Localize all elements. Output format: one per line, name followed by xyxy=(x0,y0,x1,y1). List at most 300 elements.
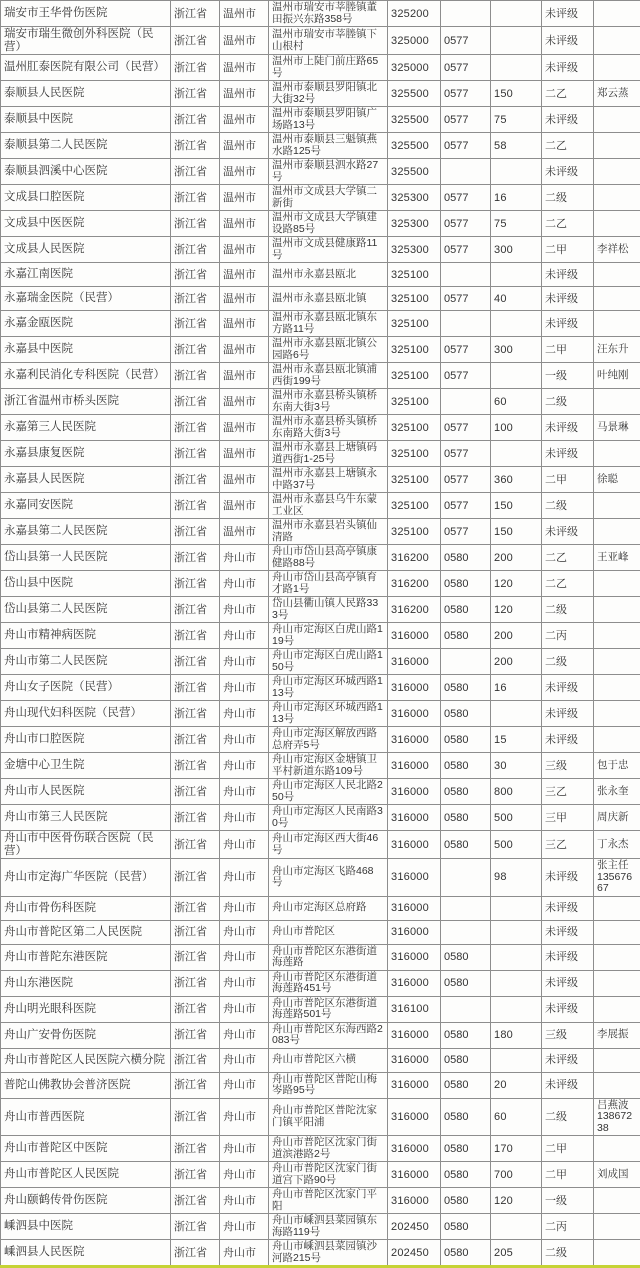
cell-province: 浙江省 xyxy=(171,1214,220,1240)
cell-area_code xyxy=(441,159,491,185)
cell-province: 浙江省 xyxy=(171,415,220,441)
cell-area_code: 0577 xyxy=(441,211,491,237)
cell-postcode: 316000 xyxy=(388,675,441,701)
cell-address: 温州市永嘉县瓯北 xyxy=(269,263,388,287)
cell-contact xyxy=(594,1,640,27)
table-row xyxy=(1,311,640,337)
cell-province: 浙江省 xyxy=(171,107,220,133)
cell-name: 永嘉金瓯医院 xyxy=(1,311,171,337)
cell-beds xyxy=(491,896,542,920)
cell-postcode: 325100 xyxy=(388,415,441,441)
cell-grade: 未评级 xyxy=(542,944,594,970)
cell-contact xyxy=(594,675,640,701)
cell-address: 温州市永嘉县桥头镇桥东南大街3号 xyxy=(269,389,388,415)
cell-area_code: 0577 xyxy=(441,185,491,211)
cell-province: 浙江省 xyxy=(171,363,220,389)
cell-name: 舟山市第三人民医院 xyxy=(1,805,171,831)
cell-province: 浙江省 xyxy=(171,185,220,211)
table-row xyxy=(1,675,640,701)
cell-postcode: 316000 xyxy=(388,1188,441,1214)
cell-address: 岱山县衢山镇人民路333号 xyxy=(269,597,388,623)
cell-grade: 未评级 xyxy=(542,896,594,920)
table-row xyxy=(1,1240,640,1267)
cell-address: 温州市永嘉县瓯北镇 xyxy=(269,287,388,311)
cell-contact xyxy=(594,185,640,211)
cell-postcode: 316000 xyxy=(388,1072,441,1098)
cell-contact xyxy=(594,441,640,467)
cell-grade: 未评级 xyxy=(542,675,594,701)
cell-city: 舟山市 xyxy=(220,944,269,970)
table-row xyxy=(1,996,640,1022)
cell-area_code: 0577 xyxy=(441,81,491,107)
cell-address: 舟山市普陀区沈家门平阳 xyxy=(269,1188,388,1214)
cell-address: 舟山市定海区环城西路113号 xyxy=(269,701,388,727)
cell-beds: 700 xyxy=(491,1162,542,1188)
cell-city: 温州市 xyxy=(220,337,269,363)
cell-area_code: 0580 xyxy=(441,1098,491,1136)
cell-province: 浙江省 xyxy=(171,779,220,805)
cell-contact: 李祥松 xyxy=(594,237,640,263)
cell-province: 浙江省 xyxy=(171,337,220,363)
cell-contact xyxy=(594,571,640,597)
cell-beds xyxy=(491,363,542,389)
cell-area_code: 0580 xyxy=(441,779,491,805)
cell-area_code xyxy=(441,859,491,897)
cell-city: 舟山市 xyxy=(220,805,269,831)
cell-name: 嵊泗县中医院 xyxy=(1,1214,171,1240)
cell-postcode: 325100 xyxy=(388,493,441,519)
cell-name: 舟山市普陀区第二人民医院 xyxy=(1,920,171,944)
cell-area_code: 0577 xyxy=(441,107,491,133)
cell-grade: 未评级 xyxy=(542,859,594,897)
cell-contact xyxy=(594,727,640,753)
cell-address: 温州市永嘉县瓯北镇公园路6号 xyxy=(269,337,388,363)
cell-contact xyxy=(594,701,640,727)
table-row xyxy=(1,415,640,441)
cell-area_code: 0580 xyxy=(441,831,491,859)
cell-address: 温州市瑞安市莘塍镇下山根村 xyxy=(269,27,388,55)
cell-area_code: 0580 xyxy=(441,1048,491,1072)
cell-city: 温州市 xyxy=(220,237,269,263)
cell-grade: 二级 xyxy=(542,493,594,519)
cell-contact xyxy=(594,519,640,545)
cell-beds: 500 xyxy=(491,831,542,859)
cell-city: 舟山市 xyxy=(220,623,269,649)
table-row xyxy=(1,133,640,159)
cell-postcode: 316000 xyxy=(388,779,441,805)
cell-postcode: 325500 xyxy=(388,107,441,133)
cell-province: 浙江省 xyxy=(171,133,220,159)
cell-postcode: 316000 xyxy=(388,831,441,859)
cell-name: 嵊泗县人民医院 xyxy=(1,1240,171,1267)
cell-province: 浙江省 xyxy=(171,970,220,996)
cell-area_code: 0580 xyxy=(441,545,491,571)
cell-contact xyxy=(594,263,640,287)
cell-province: 浙江省 xyxy=(171,519,220,545)
cell-postcode: 325100 xyxy=(388,311,441,337)
cell-grade: 未评级 xyxy=(542,55,594,81)
cell-address: 温州市永嘉县上塘镇码道西街1-25号 xyxy=(269,441,388,467)
cell-address: 温州市永嘉县桥头镇桥东南路大街3号 xyxy=(269,415,388,441)
cell-name: 泰顺县第二人民医院 xyxy=(1,133,171,159)
cell-address: 舟山市普陀区东港街道海莲路 xyxy=(269,944,388,970)
cell-postcode: 325100 xyxy=(388,389,441,415)
cell-contact xyxy=(594,1136,640,1162)
cell-area_code xyxy=(441,263,491,287)
cell-beds: 500 xyxy=(491,805,542,831)
cell-postcode: 316000 xyxy=(388,623,441,649)
cell-grade: 未评级 xyxy=(542,1,594,27)
cell-contact: 叶纯刚 xyxy=(594,363,640,389)
cell-city: 舟山市 xyxy=(220,859,269,897)
cell-province: 浙江省 xyxy=(171,311,220,337)
cell-area_code: 0577 xyxy=(441,237,491,263)
cell-name: 泰顺县中医院 xyxy=(1,107,171,133)
cell-postcode: 325500 xyxy=(388,133,441,159)
cell-address: 舟山市普陀区东港街道海莲路501号 xyxy=(269,996,388,1022)
cell-beds xyxy=(491,944,542,970)
cell-city: 舟山市 xyxy=(220,1188,269,1214)
cell-area_code xyxy=(441,920,491,944)
cell-area_code xyxy=(441,896,491,920)
table-row xyxy=(1,493,640,519)
cell-city: 舟山市 xyxy=(220,1022,269,1048)
cell-grade: 一级 xyxy=(542,1188,594,1214)
cell-name: 舟山东港医院 xyxy=(1,970,171,996)
cell-city: 温州市 xyxy=(220,81,269,107)
table-row xyxy=(1,1,640,27)
cell-area_code xyxy=(441,649,491,675)
cell-postcode: 316000 xyxy=(388,649,441,675)
cell-postcode: 325300 xyxy=(388,211,441,237)
cell-contact xyxy=(594,1072,640,1098)
cell-name: 舟山明光眼科医院 xyxy=(1,996,171,1022)
cell-city: 舟山市 xyxy=(220,1162,269,1188)
cell-name: 浙江省温州市桥头医院 xyxy=(1,389,171,415)
cell-beds xyxy=(491,1048,542,1072)
cell-name: 舟山市口腔医院 xyxy=(1,727,171,753)
cell-grade: 未评级 xyxy=(542,311,594,337)
cell-contact xyxy=(594,133,640,159)
cell-name: 永嘉同安医院 xyxy=(1,493,171,519)
cell-city: 舟山市 xyxy=(220,996,269,1022)
cell-city: 舟山市 xyxy=(220,545,269,571)
cell-area_code: 0577 xyxy=(441,133,491,159)
cell-grade: 一级 xyxy=(542,363,594,389)
table-row xyxy=(1,1072,640,1098)
cell-contact: 张永奎 xyxy=(594,779,640,805)
cell-city: 温州市 xyxy=(220,107,269,133)
cell-area_code: 0580 xyxy=(441,1214,491,1240)
cell-grade: 二甲 xyxy=(542,337,594,363)
cell-beds xyxy=(491,159,542,185)
cell-province: 浙江省 xyxy=(171,675,220,701)
cell-postcode: 316000 xyxy=(388,1136,441,1162)
cell-postcode: 202450 xyxy=(388,1214,441,1240)
table-row xyxy=(1,970,640,996)
cell-province: 浙江省 xyxy=(171,287,220,311)
cell-city: 温州市 xyxy=(220,27,269,55)
cell-name: 舟山市骨伤科医院 xyxy=(1,896,171,920)
cell-city: 舟山市 xyxy=(220,1240,269,1267)
cell-beds: 300 xyxy=(491,237,542,263)
cell-postcode: 316200 xyxy=(388,571,441,597)
cell-beds: 60 xyxy=(491,1098,542,1136)
cell-beds: 98 xyxy=(491,859,542,897)
cell-contact: 张主任 13567667 xyxy=(594,859,640,897)
cell-province: 浙江省 xyxy=(171,81,220,107)
cell-city: 舟山市 xyxy=(220,597,269,623)
cell-province: 浙江省 xyxy=(171,493,220,519)
cell-contact xyxy=(594,996,640,1022)
cell-postcode: 325100 xyxy=(388,287,441,311)
table-row xyxy=(1,623,640,649)
cell-beds xyxy=(491,970,542,996)
cell-province: 浙江省 xyxy=(171,237,220,263)
cell-province: 浙江省 xyxy=(171,1162,220,1188)
cell-province: 浙江省 xyxy=(171,1240,220,1267)
cell-beds xyxy=(491,311,542,337)
cell-contact xyxy=(594,493,640,519)
cell-city: 温州市 xyxy=(220,1,269,27)
cell-city: 舟山市 xyxy=(220,753,269,779)
cell-contact: 王亚峰 xyxy=(594,545,640,571)
cell-address: 舟山市普陀区沈家门街道宫下路90号 xyxy=(269,1162,388,1188)
cell-address: 舟山市岱山县高亭镇康健路88号 xyxy=(269,545,388,571)
cell-province: 浙江省 xyxy=(171,896,220,920)
cell-grade: 二丙 xyxy=(542,1214,594,1240)
cell-province: 浙江省 xyxy=(171,263,220,287)
cell-contact xyxy=(594,389,640,415)
cell-name: 金塘中心卫生院 xyxy=(1,753,171,779)
table-row xyxy=(1,55,640,81)
cell-name: 舟山市普陀区人民医院六横分院 xyxy=(1,1048,171,1072)
cell-beds: 150 xyxy=(491,519,542,545)
cell-address: 舟山市普陀区六横 xyxy=(269,1048,388,1072)
cell-address: 舟山市普陀区东海西路2083号 xyxy=(269,1022,388,1048)
cell-grade: 未评级 xyxy=(542,159,594,185)
cell-address: 温州市文成县健康路11号 xyxy=(269,237,388,263)
cell-contact xyxy=(594,211,640,237)
cell-grade: 三乙 xyxy=(542,831,594,859)
cell-postcode: 325100 xyxy=(388,519,441,545)
cell-name: 舟山市普陀区人民医院 xyxy=(1,1162,171,1188)
cell-beds: 30 xyxy=(491,753,542,779)
cell-beds: 300 xyxy=(491,337,542,363)
cell-address: 舟山市定海区人民南路30号 xyxy=(269,805,388,831)
cell-grade: 二级 xyxy=(542,185,594,211)
cell-beds xyxy=(491,996,542,1022)
cell-province: 浙江省 xyxy=(171,545,220,571)
cell-address: 舟山市定海区西大街46号 xyxy=(269,831,388,859)
cell-postcode: 325100 xyxy=(388,263,441,287)
cell-grade: 未评级 xyxy=(542,415,594,441)
cell-area_code: 0577 xyxy=(441,337,491,363)
cell-name: 舟山市人民医院 xyxy=(1,779,171,805)
cell-area_code: 0577 xyxy=(441,441,491,467)
cell-postcode: 325000 xyxy=(388,55,441,81)
cell-area_code: 0580 xyxy=(441,1136,491,1162)
cell-grade: 二级 xyxy=(542,389,594,415)
cell-province: 浙江省 xyxy=(171,467,220,493)
cell-area_code: 0580 xyxy=(441,1162,491,1188)
table-row xyxy=(1,159,640,185)
cell-name: 文成县口腔医院 xyxy=(1,185,171,211)
cell-area_code: 0580 xyxy=(441,805,491,831)
cell-province: 浙江省 xyxy=(171,211,220,237)
cell-beds: 15 xyxy=(491,727,542,753)
cell-province: 浙江省 xyxy=(171,1098,220,1136)
cell-area_code: 0577 xyxy=(441,287,491,311)
table-row xyxy=(1,779,640,805)
cell-name: 岱山县第二人民医院 xyxy=(1,597,171,623)
cell-contact xyxy=(594,55,640,81)
table-row xyxy=(1,287,640,311)
cell-grade: 二丙 xyxy=(542,623,594,649)
cell-beds: 40 xyxy=(491,287,542,311)
cell-beds: 800 xyxy=(491,779,542,805)
table-row xyxy=(1,701,640,727)
cell-contact: 李展振 xyxy=(594,1022,640,1048)
cell-city: 温州市 xyxy=(220,493,269,519)
cell-beds: 100 xyxy=(491,415,542,441)
cell-province: 浙江省 xyxy=(171,1,220,27)
table-row xyxy=(1,920,640,944)
cell-name: 舟山女子医院（民营） xyxy=(1,675,171,701)
cell-beds xyxy=(491,263,542,287)
cell-contact xyxy=(594,107,640,133)
cell-city: 舟山市 xyxy=(220,675,269,701)
cell-province: 浙江省 xyxy=(171,996,220,1022)
cell-grade: 二乙 xyxy=(542,571,594,597)
cell-province: 浙江省 xyxy=(171,701,220,727)
table-row xyxy=(1,27,640,55)
cell-postcode: 325300 xyxy=(388,185,441,211)
cell-contact xyxy=(594,1214,640,1240)
cell-beds: 200 xyxy=(491,545,542,571)
cell-contact xyxy=(594,1188,640,1214)
cell-city: 温州市 xyxy=(220,389,269,415)
cell-address: 舟山市普陀区东港街道海莲路451号 xyxy=(269,970,388,996)
cell-address: 温州市瑞安市莘塍镇董田振兴东路358号 xyxy=(269,1,388,27)
cell-province: 浙江省 xyxy=(171,1048,220,1072)
cell-city: 温州市 xyxy=(220,159,269,185)
cell-area_code: 0577 xyxy=(441,467,491,493)
cell-address: 舟山市定海区金塘镇卫平村新道东路109号 xyxy=(269,753,388,779)
table-row xyxy=(1,1136,640,1162)
cell-contact xyxy=(594,311,640,337)
cell-postcode: 325300 xyxy=(388,237,441,263)
cell-beds xyxy=(491,1,542,27)
cell-city: 温州市 xyxy=(220,441,269,467)
cell-beds xyxy=(491,55,542,81)
cell-beds: 150 xyxy=(491,493,542,519)
cell-name: 泰顺县人民医院 xyxy=(1,81,171,107)
cell-area_code: 0580 xyxy=(441,571,491,597)
cell-area_code: 0580 xyxy=(441,701,491,727)
cell-postcode: 316000 xyxy=(388,805,441,831)
cell-grade: 未评级 xyxy=(542,701,594,727)
cell-contact: 徐聪 xyxy=(594,467,640,493)
cell-grade: 二级 xyxy=(542,597,594,623)
cell-address: 舟山市定海区飞路468号 xyxy=(269,859,388,897)
cell-beds: 20 xyxy=(491,1072,542,1098)
cell-name: 文成县人民医院 xyxy=(1,237,171,263)
cell-postcode: 316000 xyxy=(388,701,441,727)
cell-address: 舟山市普陀区普陀沈家门镇平阳浦 xyxy=(269,1098,388,1136)
cell-postcode: 316000 xyxy=(388,1022,441,1048)
cell-postcode: 325500 xyxy=(388,159,441,185)
cell-contact xyxy=(594,649,640,675)
cell-province: 浙江省 xyxy=(171,623,220,649)
cell-name: 舟山市定海广华医院（民营） xyxy=(1,859,171,897)
cell-name: 瑞安市王华骨伤医院 xyxy=(1,1,171,27)
cell-beds: 360 xyxy=(491,467,542,493)
cell-address: 舟山市嵊泗县菜园镇东海路119号 xyxy=(269,1214,388,1240)
cell-address: 温州市文成县大学镇建设路85号 xyxy=(269,211,388,237)
cell-grade: 未评级 xyxy=(542,1072,594,1098)
cell-address: 舟山市定海区解放西路总府弄5号 xyxy=(269,727,388,753)
cell-beds xyxy=(491,701,542,727)
cell-contact xyxy=(594,896,640,920)
cell-postcode: 325100 xyxy=(388,441,441,467)
cell-province: 浙江省 xyxy=(171,159,220,185)
cell-address: 温州市上陡门前庄路65号 xyxy=(269,55,388,81)
cell-area_code: 0577 xyxy=(441,493,491,519)
cell-contact xyxy=(594,944,640,970)
cell-name: 舟山市普西医院 xyxy=(1,1098,171,1136)
cell-city: 舟山市 xyxy=(220,1214,269,1240)
cell-beds: 180 xyxy=(491,1022,542,1048)
cell-city: 舟山市 xyxy=(220,571,269,597)
cell-address: 温州市永嘉县岩头镇仙清路 xyxy=(269,519,388,545)
cell-area_code: 0580 xyxy=(441,727,491,753)
cell-grade: 二甲 xyxy=(542,1136,594,1162)
cell-contact xyxy=(594,1048,640,1072)
table-row xyxy=(1,237,640,263)
cell-beds: 205 xyxy=(491,1240,542,1267)
cell-name: 温州肛泰医院有限公司（民营） xyxy=(1,55,171,81)
cell-city: 温州市 xyxy=(220,467,269,493)
cell-address: 温州市泰顺县罗阳镇北大街32号 xyxy=(269,81,388,107)
cell-beds: 120 xyxy=(491,597,542,623)
cell-area_code: 0580 xyxy=(441,1240,491,1267)
cell-area_code: 0580 xyxy=(441,970,491,996)
table-row xyxy=(1,1022,640,1048)
cell-province: 浙江省 xyxy=(171,441,220,467)
cell-city: 温州市 xyxy=(220,415,269,441)
cell-postcode: 325100 xyxy=(388,337,441,363)
cell-province: 浙江省 xyxy=(171,571,220,597)
cell-postcode: 202450 xyxy=(388,1240,441,1267)
cell-province: 浙江省 xyxy=(171,389,220,415)
cell-grade: 未评级 xyxy=(542,441,594,467)
cell-grade: 未评级 xyxy=(542,287,594,311)
cell-postcode: 316000 xyxy=(388,727,441,753)
cell-address: 温州市永嘉县乌牛东蒙工业区 xyxy=(269,493,388,519)
cell-name: 永嘉县第二人民医院 xyxy=(1,519,171,545)
table-row xyxy=(1,519,640,545)
cell-province: 浙江省 xyxy=(171,55,220,81)
table-row xyxy=(1,1162,640,1188)
cell-address: 温州市文成县大学镇二新街 xyxy=(269,185,388,211)
cell-postcode: 316000 xyxy=(388,970,441,996)
cell-grade: 未评级 xyxy=(542,107,594,133)
cell-area_code xyxy=(441,1,491,27)
cell-beds: 200 xyxy=(491,623,542,649)
table-row xyxy=(1,467,640,493)
cell-province: 浙江省 xyxy=(171,1022,220,1048)
